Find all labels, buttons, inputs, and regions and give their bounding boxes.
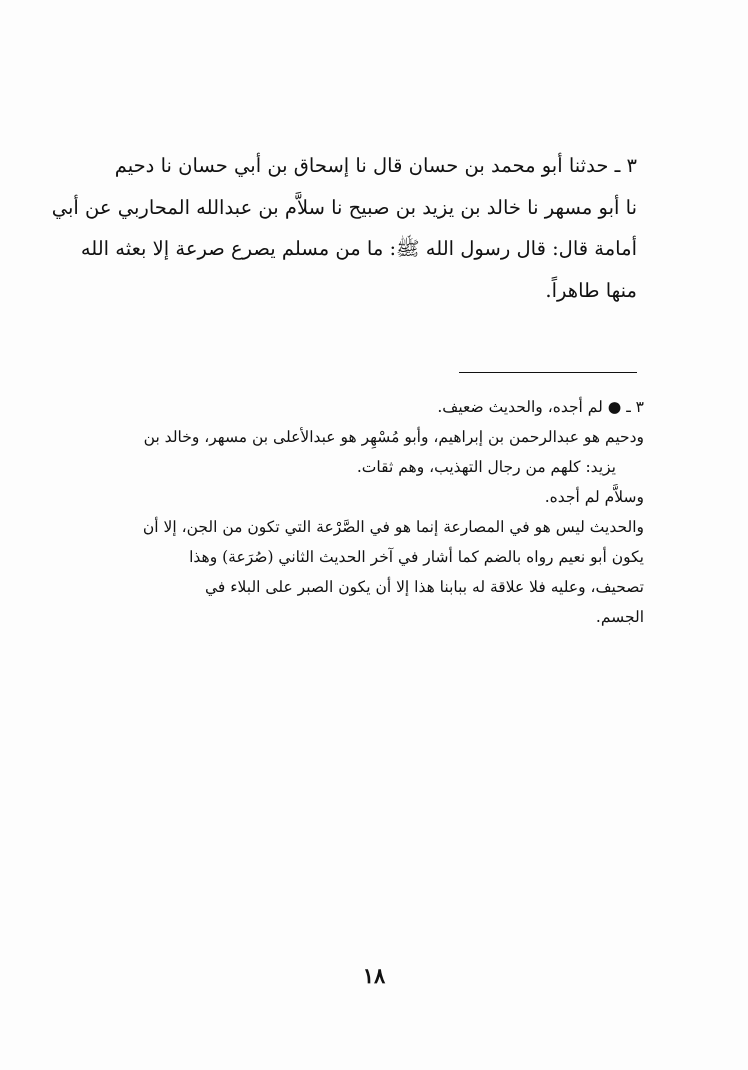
footnote-line: يزيد: كلهم من رجال التهذيب، وهم ثقات. (356, 458, 616, 476)
page-number: ١٨ (362, 963, 386, 988)
footnote-line: والحديث ليس هو في المصارعة إنما هو في الصَّرْعة التي تكون من الجن، إلا أن (142, 518, 644, 536)
footnote-line: وسلاَّم لم أجده. (544, 488, 644, 506)
footnote-divider (459, 372, 637, 373)
footnotes (92, 392, 644, 632)
footnote-line: يكون أبو نعيم رواه بالضم كما أشار في آخر الحديث الثاني (صُرَعة) وهذا (189, 548, 644, 566)
hadith-line: أمامة قال: قال رسول الله ﷺ: ما من مسلم يصرع صرعة إلا بعثه الله (80, 237, 637, 260)
footnote-line: تصحيف، وعليه فلا علاقة له ببابنا هذا إلا أن يكون الصبر على البلاء في (204, 578, 644, 596)
hadith-text (51, 145, 637, 311)
footnote-line: ودحيم هو عبدالرحمن بن إبراهيم، وأبو مُسْهِر هو عبدالأعلى بن مسهر، وخالد بن (143, 428, 644, 446)
hadith-line: ٣ ـ حدثنا أبو محمد بن حسان قال نا إسحاق بن أبي حسان نا دحيم (114, 154, 637, 177)
hadith-line: منها طاهراً. (545, 278, 637, 302)
hadith-line: نا أبو مسهر نا خالد بن يزيد بن صبيح نا سلاَّم بن عبدالله المحاربي عن أبي (51, 195, 637, 219)
footnote-line: الجسم. (595, 608, 644, 626)
footnote-line: ٣ ـ ● لم أجده، والحديث ضعيف. (437, 398, 644, 416)
